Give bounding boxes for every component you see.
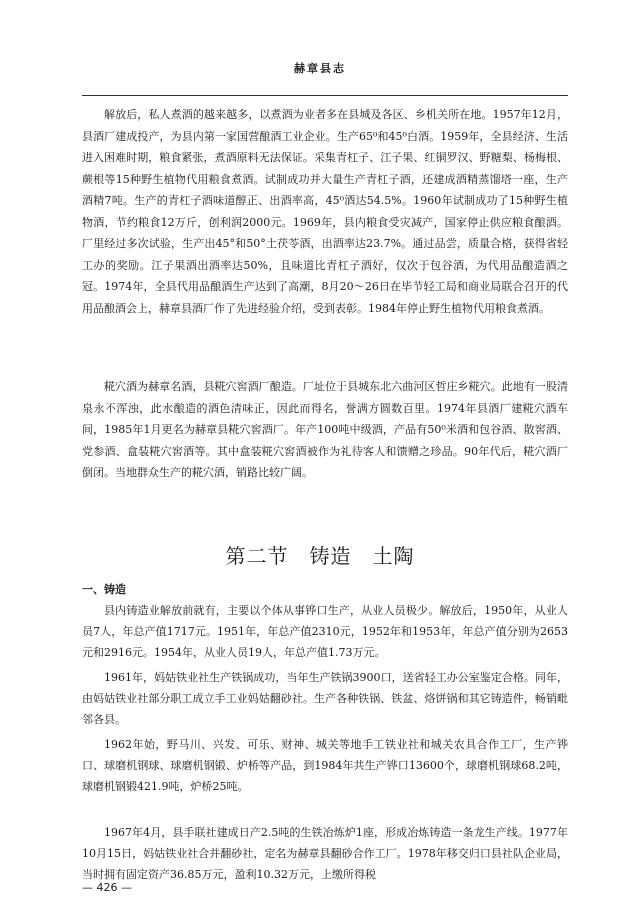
page-number: — 426 — <box>82 881 132 894</box>
body-paragraph: 糀穴酒为赫章名酒，县糀穴窖酒厂酿造。厂址位于县城东北六曲河区哲庄乡糀穴。此地有一股清泉永不浑浊，此水酿造的酒色清味正，因此而得名，誉满方圆数百里。1974年县酒厂建糀穴酒车间，1985年1月更名为赫章县糀穴窖酒厂。年产100吨中级酒，产品有50⁰米酒和包谷酒、散窖酒、党参酒、盒装糀穴窖酒等。其中盒装糀穴窖酒被作为礼待客人和馈赠之珍品。90年代后，糀穴酒厂倒闭。当地群众生产的糀穴酒，销路比较广阔。 <box>82 380 568 479</box>
body-paragraph: 1962年始，野马川、兴发、可乐、财神、城关等地手工铁业社和城关农具合作工厂，生产铧口、球磨机钢球、球磨机钢锻、炉桥等产品，到1984年共生产铧口13600个，球磨机钢球68.2吨，球磨机钢锻421.9吨，炉桥25吨。 <box>82 738 568 793</box>
sub-heading: 一、铸造 <box>82 583 126 596</box>
header-rule <box>82 95 568 96</box>
body-paragraph: 县内铸造业解放前就有，主要以个体从事铧口生产，从业人员极少。解放后，1950年，从业人员7人，年总产值1717元。1951年，年总产值2310元，1952年和1953年，年总产值分别为2653元和2916元。1954年，从业人员19人，年总产值1.73万元。 <box>82 604 568 659</box>
body-paragraph: 1967年4月，县手联社建成日产2.5吨的生铁冶炼炉1座，形成冶炼铸造一条龙生产线。1977年10月15日，妈姑铁业社合并翻砂社，定名为赫章县翻砂合作工厂。1978年移交归口县社队企业局，当时拥有固定资产36.85万元，盈利10.32万元，上缴所得税 <box>82 826 568 881</box>
body-paragraph: 解放后，私人煮酒的越来越多，以煮酒为业者多在县城及各区、乡机关所在地。1957年12月，县酒厂建成投产，为县内第一家国营酿酒工业企业。生产65⁰和45⁰白酒。1959年，全县经济、生活进入困难时期，粮食紧张，煮酒原料无法保证。采集青杠子、江子果、红铜罗汉、野糖梨、杨梅根、蕨根等15种野生植物代用粮食煮酒。试制成功并大量生产青杠子酒，还建成酒精蒸馏塔一座，生产酒精7吨。生产的青杠子酒味道醇正、出酒率高，45⁰酒达54.5%。1960年试制成功了15种野生植物酒，节约粮食12万斤，创利润2000元。1969年，县内粮食受灾减产，国家停止供应粮食酿酒。厂里经过多次试验，生产出45°和50°土茯苓酒，出酒率达23.7%。通过品尝，质量合格，获得省轻工办的奖励。江子果酒出酒率达50%，且味道比青杠子酒好，仅次于包谷酒，为代用品酿造酒之冠。1974年，全县代用品酿酒生产达到了高潮，8月20～26日在毕节轻工局和商业局联合召开的代用品酿酒会上，赫章县酒厂作了先进经验介绍，受到表彰。1984年停止野生植物代用粮食煮酒。 <box>82 108 568 315</box>
body-paragraph: 1961年，妈姑铁业社生产铁锅成功，当年生产铁锅3900口，送省轻工办公室鉴定合格。同年，由妈姑铁业社部分职工成立手工业妈姑翻砂社。生产各种铁锅、铁盆、烙饼锅和其它铸造件，畅销毗邻各县。 <box>82 671 568 726</box>
section-title: 第二节 铸造 土陶 <box>225 544 415 568</box>
running-header: 赫章县志 <box>294 62 346 75</box>
